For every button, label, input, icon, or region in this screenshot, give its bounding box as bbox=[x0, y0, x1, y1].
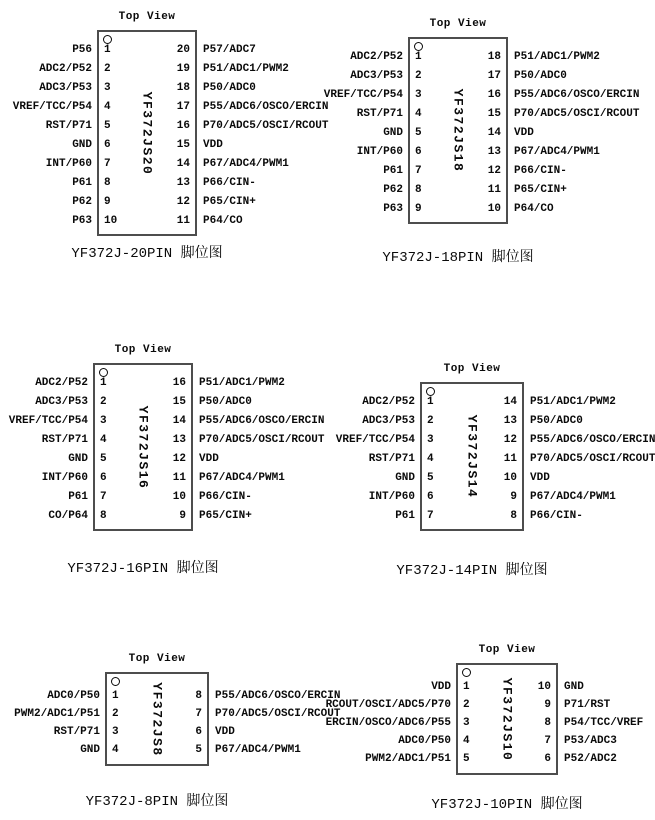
chip-name-text: YF372JS16 bbox=[135, 405, 151, 489]
chip-name-text: YF372JS18 bbox=[450, 88, 466, 173]
pin-number: 2 bbox=[463, 699, 470, 711]
pin-label: ADC0/P50 bbox=[47, 690, 100, 702]
pin-label: P64/CO bbox=[203, 215, 243, 227]
pin-number: 11 bbox=[172, 472, 186, 484]
pin-label: P66/CIN- bbox=[514, 165, 567, 177]
right-pin-labels bbox=[209, 672, 340, 766]
pin-label: INT/P60 bbox=[356, 146, 403, 158]
pin-number: 14 bbox=[503, 396, 517, 408]
pin-label: VREF/TCC/P54 bbox=[12, 101, 92, 113]
pin-label: P50/ADC0 bbox=[530, 415, 583, 427]
pin-label: P70/ADC5/OSCI/RCOUT bbox=[530, 453, 655, 465]
pin-label: P55/ADC6/OSCO/ERCIN bbox=[215, 690, 341, 702]
pin-number: 15 bbox=[176, 139, 190, 151]
pin-label: ADC0/P50 bbox=[398, 735, 451, 747]
pin-number: 13 bbox=[172, 434, 186, 446]
pin-number: 10 bbox=[104, 215, 118, 227]
right-pin-numbers bbox=[538, 678, 551, 768]
pin-number: 15 bbox=[172, 396, 186, 408]
right-pin-labels bbox=[193, 363, 324, 531]
pin-number: 16 bbox=[176, 120, 190, 132]
pin-label: PWM2/ADC1/P51 bbox=[365, 753, 451, 765]
left-pin-numbers bbox=[415, 48, 422, 219]
pin-number: 19 bbox=[176, 63, 190, 75]
pin-number: 6 bbox=[104, 139, 111, 151]
pin-number: 2 bbox=[100, 396, 107, 408]
pin-label: P53/ADC3 bbox=[564, 735, 617, 747]
pin-label: PWM2/ADC1/P51 bbox=[14, 708, 100, 720]
pin-number: 7 bbox=[195, 708, 202, 720]
pin-label: ADC3/P53 bbox=[350, 70, 403, 82]
pin-number: 1 bbox=[415, 51, 422, 63]
pin-number: 7 bbox=[544, 735, 551, 747]
left-pin-numbers bbox=[100, 374, 107, 526]
pin-number: 16 bbox=[487, 89, 501, 101]
chip-caption: YF372J-20PIN 脚位图 bbox=[71, 246, 223, 262]
right-pin-numbers bbox=[177, 41, 190, 231]
pin-number: 1 bbox=[463, 681, 470, 693]
pin-label: ADC3/P53 bbox=[39, 82, 92, 94]
pin-label: P62 bbox=[383, 184, 403, 196]
pin-number: 8 bbox=[195, 690, 202, 702]
chip-caption: YF372J-14PIN 脚位图 bbox=[396, 563, 548, 579]
chip-name-text: YF372JS14 bbox=[464, 414, 480, 499]
pin1-indicator-circle bbox=[426, 387, 435, 396]
pin-label: P67/ADC4/PWM1 bbox=[215, 744, 301, 756]
pin-number: 6 bbox=[427, 491, 434, 503]
pin-number: 2 bbox=[427, 415, 434, 427]
pin-number: 10 bbox=[503, 472, 517, 484]
pin-label: INT/P60 bbox=[368, 491, 415, 503]
right-pin-labels bbox=[524, 382, 655, 531]
pin-label: P55/ADC6/OSCO/ERCIN bbox=[203, 101, 329, 113]
pin-number: 9 bbox=[544, 699, 551, 711]
pin-label: VDD bbox=[215, 726, 235, 738]
pin-label: P70/ADC5/OSCI/RCOUT bbox=[514, 108, 640, 120]
pin-number: 11 bbox=[503, 453, 517, 465]
pin-number: 3 bbox=[104, 82, 111, 94]
pin-label: VDD bbox=[530, 472, 550, 484]
chip-name bbox=[107, 674, 207, 764]
chip-diagram-yf372j-10pin bbox=[324, 643, 643, 813]
chip-diagram-yf372j-18pin bbox=[320, 17, 639, 266]
pin-number: 7 bbox=[427, 510, 434, 522]
pin-label: P63 bbox=[72, 215, 92, 227]
pin-number: 12 bbox=[176, 196, 190, 208]
pin-label: P65/CIN+ bbox=[514, 184, 567, 196]
pin-number: 2 bbox=[415, 70, 422, 82]
pin-number: 1 bbox=[104, 44, 111, 56]
chip-name-text: YF372JS8 bbox=[149, 681, 165, 757]
pin-number: 7 bbox=[415, 165, 422, 177]
pin-number: 5 bbox=[195, 744, 202, 756]
pin-number: 12 bbox=[503, 434, 517, 446]
pin-label: VDD bbox=[514, 127, 534, 139]
pin-number: 1 bbox=[100, 377, 107, 389]
pin-number: 16 bbox=[172, 377, 186, 389]
pin-number: 6 bbox=[195, 726, 202, 738]
pin-label: P55/ADC6/OSCO/ERCIN bbox=[199, 415, 325, 427]
pin-number: 4 bbox=[415, 108, 422, 120]
chip-name-text: YF372JS20 bbox=[139, 91, 155, 175]
pin-number: 18 bbox=[176, 82, 190, 94]
pin-label: P64/CO bbox=[514, 203, 554, 215]
left-pin-labels bbox=[13, 672, 105, 766]
pin-number: 7 bbox=[100, 491, 107, 503]
left-pin-labels bbox=[9, 30, 97, 236]
chip-body bbox=[97, 30, 197, 236]
chip-body bbox=[420, 382, 524, 531]
pin-number: 4 bbox=[112, 744, 119, 756]
left-pin-numbers bbox=[427, 393, 434, 526]
chip-body bbox=[408, 37, 508, 224]
right-pin-numbers bbox=[504, 393, 517, 526]
pin-label: P70/ADC5/OSCI/RCOUT bbox=[203, 120, 329, 132]
chip-caption: YF372J-18PIN 脚位图 bbox=[382, 250, 534, 266]
pin-number: 8 bbox=[510, 510, 517, 522]
pin-number: 1 bbox=[427, 396, 434, 408]
pin-label: P61 bbox=[72, 177, 92, 189]
pin-label: P51/ADC1/PWM2 bbox=[199, 377, 285, 389]
pin-label: P62 bbox=[72, 196, 92, 208]
pin-label: P67/ADC4/PWM1 bbox=[530, 491, 616, 503]
pin-number: 5 bbox=[104, 120, 111, 132]
pin-label: P70/ADC5/OSCI/RCOUT bbox=[215, 708, 341, 720]
pin-label: P71/RST bbox=[564, 699, 611, 711]
pin-number: 17 bbox=[176, 101, 190, 113]
chip-caption: YF372J-16PIN 脚位图 bbox=[67, 561, 219, 577]
chip-caption: YF372J-10PIN 脚位图 bbox=[431, 797, 583, 813]
pin-label: ADC2/P52 bbox=[35, 377, 88, 389]
pin-label: INT/P60 bbox=[41, 472, 88, 484]
pin-label: RST/P71 bbox=[53, 726, 100, 738]
pin-label: RST/P71 bbox=[356, 108, 403, 120]
pin-label: P61 bbox=[68, 491, 88, 503]
pin-label: VREF/TCC/P54 bbox=[335, 434, 415, 446]
pin-label: P66/CIN- bbox=[199, 491, 252, 503]
chip-diagram-yf372j-20pin bbox=[9, 10, 328, 262]
pin-label: RST/P71 bbox=[368, 453, 415, 465]
pin-number: 10 bbox=[537, 681, 551, 693]
pin-number: 5 bbox=[415, 127, 422, 139]
chip-body bbox=[93, 363, 193, 531]
pin-label: P51/ADC1/PWM2 bbox=[514, 51, 600, 63]
pin-number: 8 bbox=[100, 510, 107, 522]
chip-body bbox=[105, 672, 209, 766]
pin-number: 10 bbox=[172, 491, 186, 503]
pin-label: P66/CIN- bbox=[203, 177, 256, 189]
pin-label: VREF/TCC/P54 bbox=[323, 89, 403, 101]
pin-number: 1 bbox=[112, 690, 119, 702]
pin-number: 8 bbox=[104, 177, 111, 189]
pin-number: 20 bbox=[176, 44, 190, 56]
pin-number: 13 bbox=[176, 177, 190, 189]
pin-number: 11 bbox=[487, 184, 501, 196]
pin-number: 5 bbox=[427, 472, 434, 484]
pin-number: 9 bbox=[179, 510, 186, 522]
pin-number: 7 bbox=[104, 158, 111, 170]
pin-number: 5 bbox=[463, 753, 470, 765]
pin-label: P51/ADC1/PWM2 bbox=[530, 396, 616, 408]
pin-number: 4 bbox=[463, 735, 470, 747]
top-view-label: Top View bbox=[443, 363, 501, 375]
pin-number: 2 bbox=[104, 63, 111, 75]
top-view-label: Top View bbox=[128, 653, 186, 665]
pin-number: 4 bbox=[100, 434, 107, 446]
pin-label: INT/P60 bbox=[45, 158, 92, 170]
top-view-label: Top View bbox=[478, 644, 536, 656]
pin-label: GND bbox=[80, 744, 100, 756]
pin-label: P61 bbox=[383, 165, 403, 177]
pin1-indicator-circle bbox=[103, 35, 112, 44]
pin-label: P51/ADC1/PWM2 bbox=[203, 63, 289, 75]
left-pin-labels bbox=[332, 382, 420, 531]
pin-number: 17 bbox=[487, 70, 501, 82]
pin-label: P55/ADC6/OSCO/ERCIN bbox=[514, 89, 640, 101]
pin-label: VDD bbox=[203, 139, 223, 151]
pin-label: P52/ADC2 bbox=[564, 753, 617, 765]
pin-number: 11 bbox=[176, 215, 190, 227]
pin-number: 6 bbox=[415, 146, 422, 158]
pin1-indicator-circle bbox=[99, 368, 108, 377]
right-pin-labels bbox=[508, 37, 639, 224]
pin-label: ERCIN/OSCO/ADC6/P55 bbox=[325, 717, 451, 729]
pin-number: 12 bbox=[172, 453, 186, 465]
pin-label: RCOUT/OSCI/ADC5/P70 bbox=[325, 699, 451, 711]
pin-number: 9 bbox=[104, 196, 111, 208]
pin-number: 3 bbox=[415, 89, 422, 101]
pin-label: ADC2/P52 bbox=[39, 63, 92, 75]
pin-label: P67/ADC4/PWM1 bbox=[514, 146, 600, 158]
pin-number: 10 bbox=[487, 203, 501, 215]
right-pin-labels bbox=[558, 663, 643, 775]
left-pin-labels bbox=[5, 363, 93, 531]
pin-label: P54/TCC/VREF bbox=[564, 717, 644, 729]
left-pin-labels bbox=[324, 663, 456, 775]
pin-number: 6 bbox=[100, 472, 107, 484]
right-pin-numbers bbox=[173, 374, 186, 526]
pin-label: RST/P71 bbox=[45, 120, 92, 132]
pin-label: ADC2/P52 bbox=[350, 51, 403, 63]
pin-label: ADC3/P53 bbox=[35, 396, 88, 408]
left-pin-labels bbox=[320, 37, 408, 224]
pin-number: 6 bbox=[544, 753, 551, 765]
right-pin-numbers bbox=[488, 48, 501, 219]
pin-number: 4 bbox=[104, 101, 111, 113]
pin-label: ADC3/P53 bbox=[362, 415, 415, 427]
top-view-label: Top View bbox=[429, 18, 487, 30]
chip-caption: YF372J-8PIN 脚位图 bbox=[85, 794, 229, 810]
chip-name-text: YF372JS10 bbox=[499, 677, 515, 761]
pin-number: 8 bbox=[415, 184, 422, 196]
pin-label: P61 bbox=[395, 510, 415, 522]
chip-diagram-yf372j-8pin bbox=[13, 652, 340, 810]
right-pin-numbers bbox=[195, 687, 202, 759]
pin-number: 3 bbox=[100, 415, 107, 427]
pin-label: P66/CIN- bbox=[530, 510, 583, 522]
pin-label: VDD bbox=[199, 453, 219, 465]
pin-label: P63 bbox=[383, 203, 403, 215]
pin1-indicator-circle bbox=[111, 677, 120, 686]
pin-number: 4 bbox=[427, 453, 434, 465]
pin-label: P50/ADC0 bbox=[199, 396, 252, 408]
pin-label: CO/P64 bbox=[48, 510, 88, 522]
pin1-indicator-circle bbox=[414, 42, 423, 51]
pin1-indicator-circle bbox=[462, 668, 471, 677]
pin-number: 14 bbox=[172, 415, 186, 427]
pin-number: 9 bbox=[415, 203, 422, 215]
left-pin-numbers bbox=[463, 678, 470, 768]
pin-number: 5 bbox=[100, 453, 107, 465]
top-view-label: Top View bbox=[114, 344, 172, 356]
pin-number: 14 bbox=[176, 158, 190, 170]
pin-label: P50/ADC0 bbox=[203, 82, 256, 94]
pin-label: VREF/TCC/P54 bbox=[8, 415, 88, 427]
pin-number: 13 bbox=[503, 415, 517, 427]
pin-number: 15 bbox=[487, 108, 501, 120]
pin-label: GND bbox=[395, 472, 415, 484]
pin-label: P67/ADC4/PWM1 bbox=[199, 472, 285, 484]
pin-label: GND bbox=[68, 453, 88, 465]
pin-number: 2 bbox=[112, 708, 119, 720]
pin-number: 9 bbox=[510, 491, 517, 503]
chip-diagram-yf372j-16pin bbox=[5, 343, 324, 577]
left-pin-numbers bbox=[104, 41, 117, 231]
right-pin-labels bbox=[197, 30, 328, 236]
pin-number: 3 bbox=[427, 434, 434, 446]
pin-label: P55/ADC6/OSCO/ERCIN bbox=[530, 434, 655, 446]
pin-label: P70/ADC5/OSCI/RCOUT bbox=[199, 434, 325, 446]
top-view-label: Top View bbox=[118, 11, 176, 23]
pin-label: GND bbox=[383, 127, 403, 139]
pin-number: 12 bbox=[487, 165, 501, 177]
pin-number: 13 bbox=[487, 146, 501, 158]
pin-number: 18 bbox=[487, 51, 501, 63]
pin-label: GND bbox=[564, 681, 584, 693]
pin-label: P65/CIN+ bbox=[199, 510, 252, 522]
pin-label: P67/ADC4/PWM1 bbox=[203, 158, 289, 170]
chip-diagram-yf372j-14pin bbox=[332, 362, 655, 579]
pin-label: RST/P71 bbox=[41, 434, 88, 446]
pin-label: P56 bbox=[72, 44, 92, 56]
pin-number: 14 bbox=[487, 127, 501, 139]
left-pin-numbers bbox=[112, 687, 119, 759]
pin-label: VDD bbox=[431, 681, 451, 693]
pin-label: ADC2/P52 bbox=[362, 396, 415, 408]
pin-number: 3 bbox=[463, 717, 470, 729]
pin-label: GND bbox=[72, 139, 92, 151]
pin-number: 8 bbox=[544, 717, 551, 729]
pin-label: P57/ADC7 bbox=[203, 44, 256, 56]
pin-label: P65/CIN+ bbox=[203, 196, 256, 208]
pin-number: 3 bbox=[112, 726, 119, 738]
chip-body bbox=[456, 663, 558, 775]
pin-label: P50/ADC0 bbox=[514, 70, 567, 82]
